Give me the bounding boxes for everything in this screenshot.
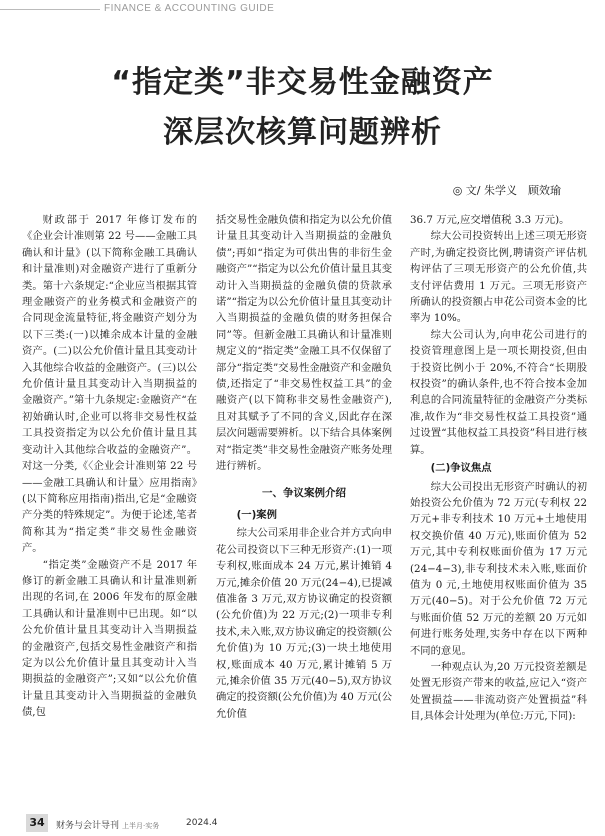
author-byline: ◎ 文/ 朱学义 顾效瑜 bbox=[452, 184, 561, 197]
text-column-3 bbox=[410, 212, 587, 804]
paragraph: “指定类”金融资产不是 2017 年修订的新金融工具确认和计量准则新出现的名词,在 2006 年发布的原金融工具确认和计量准则中已出现。如“以公允价值计量且其变动计入当期损益的金融资产,包括交易性金融资产和指定为以公允价值计量且其变动计入当期损益的金融资产”;又如“以公允价值计量且其变动计入当期损益的金融负债,包 bbox=[22, 558, 197, 719]
header-rule bbox=[0, 9, 100, 10]
subsection-heading: (二)争议焦点 bbox=[430, 462, 492, 475]
page-footer bbox=[0, 812, 605, 836]
article-title-line2: 深层次核算问题辨析 bbox=[163, 115, 442, 150]
running-head-text: FINANCE & ACCOUNTING GUIDE bbox=[104, 3, 275, 14]
text-column-2 bbox=[216, 212, 392, 804]
text-column-1 bbox=[22, 212, 197, 804]
paragraph: 一种观点认为,20 万元投资差额是处置无形资产带来的收益,应记入“资产处置损益——非流动资产处置损益”科目,具体会计处理为(单位:万元,下同): bbox=[410, 660, 587, 723]
page-number: 34 bbox=[26, 814, 48, 832]
journal-name bbox=[56, 818, 159, 831]
article-title-line1: “指定类”非交易性金融资产 bbox=[111, 65, 494, 100]
paragraph: 括交易性金融负债和指定为以公允价值计量且其变动计入当期损益的金融负债”;再如“指定为可供出售的非衍生金融资产”“指定为以公允价值计量且其变动计入当期损益的金融负债的贷款承诺”“指定为以公允价值计量且其变动计入当期损益的金融负债的财务担保合同”等。但新金融工具确认和计量准则规定义的“指定类”金融工具不仅保留了部分“指定类”交易性金融资产和金融负债,还指定了“非交易性权益工具”的金融资产(以下简称非交易性金融资产),且对其赋予了不同的含义,因此存在深层次问题需要辨析。以下结合具体案例对“指定类”非交易性金融资产账务处理进行辨析。 bbox=[216, 214, 392, 473]
paragraph: 综大公司投出无形资产时确认的初始投资公允价值为 72 万元(专利权 22 万元+非专利技术 10 万元+土地使用权交换价值 40 万元),账面价值为 52 万元,其中专利权账面价值为 17 万元(24−4−3),非专利技术未入账,账面价值为 0 元,土地使用权账面价值为 35 万元(40−5)。对于公允价值 72 万元与账面价值 52 万元的差额 20 万元如何进行账务处理,实务中存在以下两种不同的意见。 bbox=[410, 480, 587, 657]
paragraph: 财政部于 2017 年修订发布的《企业会计准则第 22 号——金融工具确认和计量》(以下简称金融工具确认和计量准则)对金融资产进行了重新分类。第十六条规定:“企业应当根据其管理金融资产的业务模式和金融资产的合同现金流量特征,将金融资产划分为以下三类:(一)以摊余成本计量的金融资产。(二)以公允价值计量且其变动计入其他综合收益的金融资产。(三)以公允价值计量且其变动计入当期损益的金融资产。”第十九条规定:金融资产“在初始确认时,企业可以将非交易性权益工具投资指定为以公允价值计量且其变动计入其他综合收益的金融资产”。对这一分类,《〈企业会计准则第 22 号——金融工具确认和计量〉应用指南》(以下简称应用指南)指出,它是“金融资产分类的特殊规定”。为便于论述,笔者简称其为“指定类”非交易性金融资产。 bbox=[22, 214, 197, 555]
subsection-heading: (一)案例 bbox=[236, 508, 277, 521]
paragraph: 36.7 万元,应交增值税 3.3 万元)。 bbox=[410, 214, 570, 226]
journal-title: 财务与会计导刊 bbox=[56, 821, 120, 831]
running-header bbox=[0, 0, 605, 18]
paragraph: 综大公司认为,向申花公司进行的投资管理意图上是一项长期投资,但由于投资比例小于 20%,不符合“长期股权投资”的确认条件,也不符合按本金加利息的合同流量特征的金融资产分类标准,故作为“非交易性权益工具投资”通过设置“其他权益工具投资”科目进行核算。 bbox=[410, 328, 587, 456]
journal-edition: 上半月·实务 bbox=[122, 822, 160, 830]
paragraph: 综大公司投资转出上述三项无形资产时,为确定投资比例,聘请资产评估机构评估了三项无形资产的公允价值,共支付评估费用 1 万元。三项无形资产所确认的投资额占申花公司资本金的比率为 10%。 bbox=[410, 230, 587, 325]
paragraph: 综大公司采用非企业合并方式向申花公司投资以下三种无形资产:(1)一项专利权,账面成本 24 万元,累计摊销 4 万元,摊余价值 20 万元(24−4),已提减值准备 3 万元,双方协议确定的投资额(公允价值)为 22 万元;(2)一项非专利技术,未入账,双方协议确定的投资额(公允价值)为 10 万元;(3)一块土地使用权,账面成本 40 万元,累计摊销 5 万元,摊余价值 35 万元(40−5),双方协议确定的投资额(公允价值)为 40 万元(公允价值 bbox=[216, 527, 392, 720]
section-heading: 一、争议案例介绍 bbox=[262, 486, 346, 499]
issue-number: 2024.4 bbox=[186, 818, 218, 828]
